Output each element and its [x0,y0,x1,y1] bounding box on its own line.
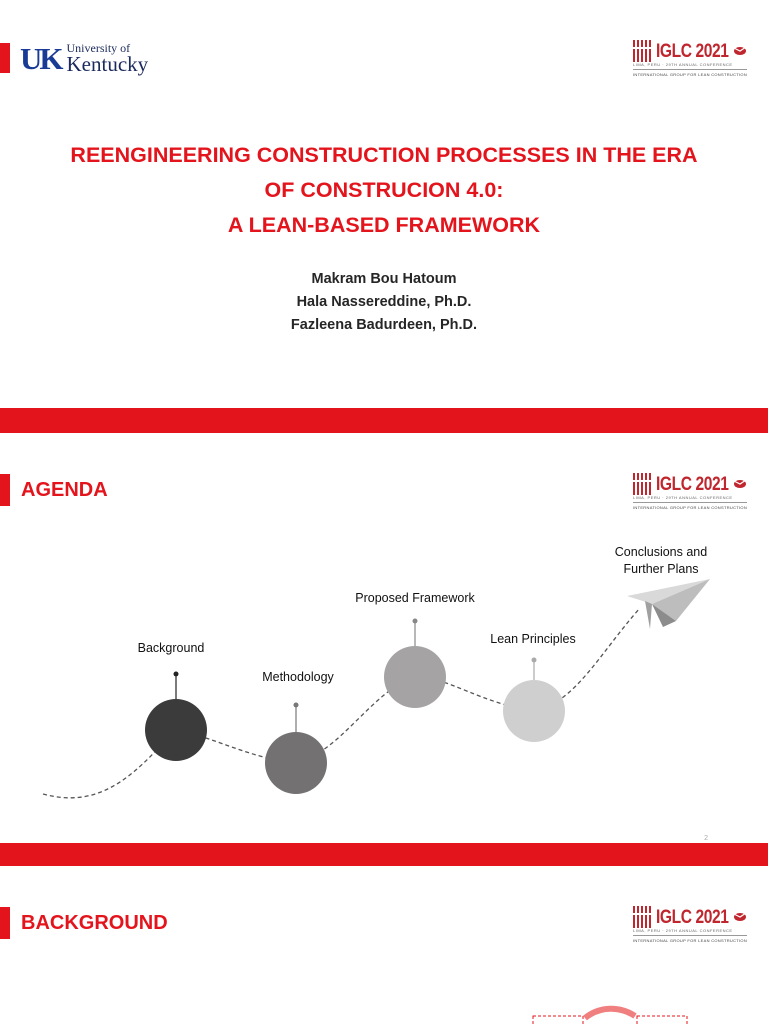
iglc-logo-org: INTERNATIONAL GROUP FOR LEAN CONSTRUCTION [633,935,747,943]
milestone-circle-lean-principles [503,680,565,742]
title-line-2: OF CONSTRUCION 4.0: [264,178,504,202]
iglc-logo-title: IGLC 2021 [656,473,729,495]
milestone-label-conclusions-line2: Further Plans [623,562,699,576]
iglc-logo-title: IGLC 2021 [656,40,729,62]
uk-wordmark [67,42,149,75]
iglc-building-icon [633,40,653,62]
title-line-3: A LEAN-BASED FRAMEWORK [227,213,541,237]
red-accent-bar [0,43,10,73]
title-line-1: REENGINEERING CONSTRUCTION PROCESSES IN THE ERA [70,143,698,167]
presentation-title [20,138,748,243]
iglc-logo [633,40,748,77]
diagram-box-right [637,1016,687,1024]
agenda-roadmap [0,433,768,843]
milestone-label-background: Background [137,641,205,655]
background-slide [0,866,768,1024]
author-list [0,268,768,337]
milestone-label-lean-principles: Lean Principles [490,632,576,646]
author-2: Hala Nassereddine, Ph.D. [296,294,472,310]
agenda-slide [0,433,768,843]
diagram-box-left [533,1016,583,1024]
section-heading: AGENDA [21,478,108,501]
uk-mark: UK [20,40,61,76]
background-diagram-fragment [0,866,768,1024]
milestone-label-methodology: Methodology [262,670,334,684]
iglc-logo-title: IGLC 2021 [656,906,729,928]
iglc-logo-subtitle: LIMA, PERU · 29TH ANNUAL CONFERENCE [633,495,733,500]
slide-divider [0,843,768,866]
milestone-dot-1 [174,672,179,677]
page-number: 2 [704,835,708,842]
milestone-circle-background [145,699,207,761]
milestone-dot-2 [294,703,299,708]
milestone-label-proposed-framework: Proposed Framework [355,591,475,605]
iglc-logo-subtitle: LIMA, PERU · 29TH ANNUAL CONFERENCE [633,62,733,67]
section-heading: BACKGROUND [21,911,168,934]
uk-wordmark-line1: University of [66,40,131,55]
milestone-circle-methodology [265,732,327,794]
uk-wordmark-line2: Kentucky [66,51,149,76]
iglc-bird-icon [732,45,748,57]
author-3: Fazleena Badurdeen, Ph.D. [290,317,478,333]
university-of-kentucky-logo [0,38,148,78]
iglc-logo-subtitle: LIMA, PERU · 29TH ANNUAL CONFERENCE [633,928,733,933]
paper-plane-icon [627,579,710,629]
milestone-circle-proposed-framework [384,646,446,708]
slide-divider [0,408,768,433]
iglc-logo-org: INTERNATIONAL GROUP FOR LEAN CONSTRUCTION [633,502,747,510]
author-1: Makram Bou Hatoum [311,271,457,287]
title-slide [0,0,768,408]
iglc-logo-org: INTERNATIONAL GROUP FOR LEAN CONSTRUCTION [633,69,747,77]
milestone-dot-3 [413,619,418,624]
milestone-label-conclusions-line1: Conclusions and [614,545,708,559]
diagram-arrow [585,1009,635,1018]
milestone-dot-4 [532,658,537,663]
